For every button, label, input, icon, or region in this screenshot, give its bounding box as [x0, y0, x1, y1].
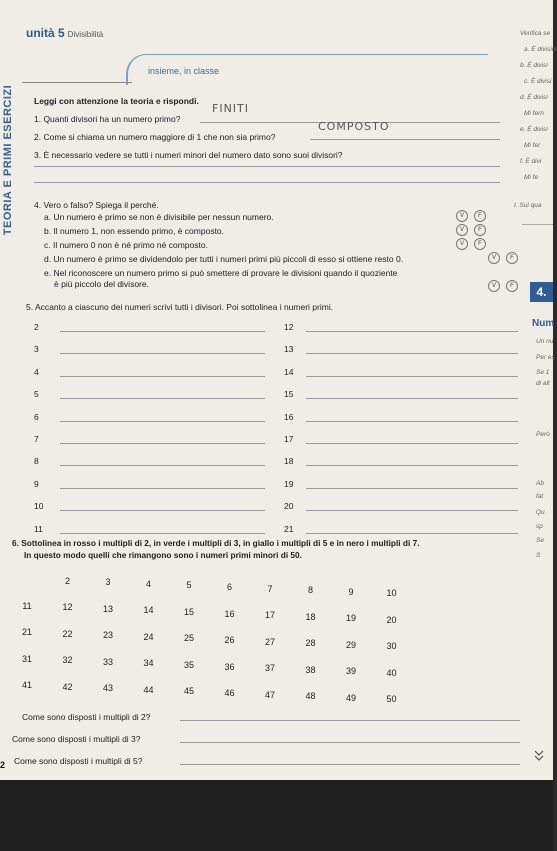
divisor-number: 12: [284, 322, 294, 332]
divisor-number: 13: [284, 344, 294, 355]
answer-line: [60, 331, 265, 332]
grid-number[interactable]: 23: [102, 630, 113, 641]
true-circle[interactable]: V: [456, 224, 468, 236]
grid-number[interactable]: 47: [264, 689, 275, 700]
question-3: 3. È necessario vedere se tutti i numeri minori del numero dato sono suoi divisori?: [34, 150, 343, 160]
divisor-number: 9: [34, 478, 39, 489]
ex6-question-1: Come sono disposti i multipli di 2?: [22, 712, 151, 722]
unit-title: unità 5 Divisibilità: [26, 26, 104, 40]
section-rule: [22, 82, 132, 83]
grid-number[interactable]: 10: [386, 588, 397, 599]
divisor-number: 16: [284, 411, 294, 422]
grid-number[interactable]: 37: [264, 663, 275, 674]
false-circle[interactable]: F: [474, 224, 486, 236]
margin-note: Mi fe: [524, 174, 539, 181]
margin-note: Per es: [536, 354, 555, 361]
answer-line: [60, 353, 265, 354]
section-title: insieme, in classe: [148, 66, 220, 76]
answer-line: [60, 533, 265, 534]
ex6-subtitle: In questo modo quelli che rimangono sono i numeri primi minori di 50.: [24, 550, 302, 560]
grid-number[interactable]: 28: [305, 638, 316, 649]
margin-note: Qu: [536, 509, 545, 516]
answer-line: [60, 488, 265, 489]
answer-line: [60, 398, 265, 399]
grid-number[interactable]: 31: [21, 653, 32, 664]
question-2: 2. Come si chiama un numero maggiore di 1 che non sia primo?: [34, 132, 276, 142]
answer-line: [34, 166, 500, 167]
grid-number[interactable]: 42: [62, 681, 73, 692]
false-circle[interactable]: F: [506, 280, 518, 292]
margin-note: Però: [536, 431, 550, 438]
margin-note: di alt: [536, 380, 550, 387]
true-circle[interactable]: V: [456, 210, 468, 222]
grid-number[interactable]: 44: [143, 684, 154, 695]
margin-note: S: [536, 552, 541, 559]
answer-line: [60, 421, 265, 422]
margin-note: Se 1: [536, 369, 550, 376]
grid-number[interactable]: 9: [348, 586, 354, 597]
false-circle[interactable]: F: [474, 238, 486, 250]
answer-line: [306, 353, 518, 354]
grid-number[interactable]: 43: [102, 683, 113, 694]
ex6-question-2: Come sono disposti i multipli di 3?: [12, 734, 141, 744]
answer-line: [306, 376, 518, 377]
answer-line: [306, 488, 518, 489]
grid-number[interactable]: 16: [224, 608, 235, 619]
answer-line: [60, 465, 265, 466]
margin-note: sp: [536, 523, 543, 530]
ex6-title: 6. Sottolinea in rosso i multipli di 2, in verde i multipli di 3, in giallo i multipli di 5 e in nero i multipli di 7.: [12, 538, 420, 548]
divisor-number: 4: [34, 366, 39, 377]
divisor-number: 10: [34, 501, 44, 512]
grid-number[interactable]: 38: [305, 664, 316, 675]
margin-note: I. Sui qua: [514, 202, 542, 209]
grid-number[interactable]: 46: [224, 688, 235, 698]
grid-number[interactable]: 12: [62, 602, 73, 613]
side-tab: TEORIA E PRIMI ESERCIZI: [2, 84, 14, 236]
grid-number[interactable]: 18: [305, 611, 316, 622]
ex4-title: 4. Vero o falso? Spiega il perché.: [34, 200, 159, 210]
divisor-number: 20: [284, 501, 294, 512]
margin-note: Mi fern: [524, 110, 544, 117]
grid-number[interactable]: 7: [267, 583, 273, 594]
answer-line: [180, 764, 520, 765]
margin-note: d. È divisi: [520, 94, 548, 101]
grid-number[interactable]: 29: [345, 639, 356, 650]
background-surface: [0, 780, 553, 851]
grid-number[interactable]: 22: [62, 628, 73, 639]
true-circle[interactable]: V: [488, 252, 500, 264]
grid-number[interactable]: 24: [143, 631, 154, 642]
answer-line: [180, 720, 520, 721]
grid-number[interactable]: 6: [226, 582, 232, 592]
ex6-question-3: Come sono disposti i multipli di 5?: [14, 756, 143, 766]
grid-number[interactable]: 15: [183, 606, 194, 617]
margin-note: b. È divisi: [520, 62, 548, 69]
question-1: 1. Quanti divisori ha un numero primo?: [34, 114, 181, 124]
answer-line: [34, 182, 500, 183]
ex4-item-e: e. Nel riconoscere un numero primo si può smettere di provare le divisioni quando il quoziente: [44, 268, 398, 278]
intro-instruction: Leggi con attenzione la teoria e rispondi.: [34, 96, 199, 106]
margin-rule: [522, 224, 553, 225]
answer-1: FINITI: [212, 102, 250, 115]
false-circle[interactable]: F: [474, 210, 486, 222]
grid-number[interactable]: 32: [62, 655, 73, 666]
grid-number[interactable]: 45: [183, 686, 194, 697]
margin-note: Num: [532, 318, 555, 329]
divisor-number: 5: [34, 389, 39, 400]
ex4-item-d: d. Un numero è primo se dividendolo per tutti i numeri primi più piccoli di esso si ottiene resto 0.: [44, 254, 404, 264]
grid-number[interactable]: 4: [145, 578, 151, 589]
grid-number[interactable]: 35: [183, 659, 194, 670]
margin-note: Un nu: [536, 338, 554, 345]
next-section-badge: 4.: [530, 282, 553, 302]
ex4-item-b: b. Il numero 1, non essendo primo, è composto.: [44, 226, 225, 236]
grid-number[interactable]: 17: [264, 610, 275, 621]
grid-number[interactable]: 8: [307, 585, 313, 596]
divisor-number: 2: [34, 322, 39, 332]
grid-number[interactable]: 36: [224, 661, 235, 672]
answer-line: [310, 139, 500, 140]
grid-number[interactable]: 33: [102, 656, 113, 667]
grid-number[interactable]: 2: [64, 575, 70, 586]
page-number: 2: [0, 760, 6, 770]
grid-number[interactable]: 39: [345, 666, 356, 677]
grid-number[interactable]: 34: [143, 658, 154, 669]
answer-line: [60, 443, 265, 444]
ex5-title: 5. Accanto a ciascuno dei numeri scrivi tutti i divisori. Poi sottolinea i numeri primi.: [26, 302, 334, 312]
true-circle[interactable]: V: [488, 280, 500, 292]
grid-number[interactable]: 26: [224, 635, 235, 645]
answer-line: [306, 510, 518, 511]
answer-line: [306, 331, 518, 332]
grid-number[interactable]: 11: [22, 600, 32, 611]
answer-2: COMPOSTO: [318, 120, 390, 133]
divisor-number: 21: [284, 523, 294, 534]
ex4-item-c: c. Il numero 0 non è né primo né composto.: [44, 240, 208, 250]
divisor-number: 6: [34, 411, 39, 422]
grid-number[interactable]: 20: [386, 614, 397, 625]
grid-number[interactable]: 41: [21, 680, 32, 690]
answer-line: [306, 398, 518, 399]
margin-note: a. È divisibi: [524, 46, 557, 53]
grid-number[interactable]: 48: [305, 691, 316, 702]
grid-number[interactable]: 21: [21, 627, 32, 637]
grid-number[interactable]: 30: [386, 641, 397, 652]
grid-number[interactable]: 14: [143, 605, 154, 616]
divisor-number: 19: [284, 478, 294, 489]
divisor-number: 8: [34, 456, 39, 467]
divisor-number: 17: [284, 434, 294, 444]
answer-line: [60, 510, 265, 511]
margin-note: e. È divisi: [520, 126, 548, 133]
margin-note: Ab: [536, 480, 544, 487]
grid-number[interactable]: 13: [102, 603, 113, 614]
grid-number[interactable]: 25: [183, 633, 194, 644]
answer-line: [180, 742, 520, 743]
grid-number[interactable]: 27: [264, 636, 275, 647]
grid-number[interactable]: 49: [345, 692, 356, 703]
answer-line: [306, 421, 518, 422]
grid-number[interactable]: 50: [386, 694, 397, 705]
margin-note: f. È divi: [520, 158, 542, 165]
divisor-number: 11: [34, 523, 43, 534]
ex4-item-e-cont: è più piccolo del divisore.: [54, 279, 149, 289]
divisor-number: 3: [34, 344, 39, 355]
false-circle[interactable]: F: [506, 252, 518, 264]
grid-number[interactable]: 40: [386, 667, 397, 678]
divisor-number: 7: [34, 434, 39, 444]
divisor-number: 15: [284, 389, 294, 400]
divisor-number: 18: [284, 456, 294, 467]
answer-line: [60, 376, 265, 377]
margin-note: Se: [536, 537, 544, 544]
unit-subject: Divisibilità: [67, 30, 104, 39]
ex4-item-a: a. Un numero è primo se non è divisibile per nessun numero.: [44, 212, 274, 222]
answer-line: [306, 533, 518, 534]
grid-number[interactable]: 19: [345, 613, 356, 624]
answer-line: [306, 465, 518, 466]
margin-note: c. È divisi: [524, 78, 552, 85]
chevron-down-icon: [532, 748, 546, 764]
grid-number[interactable]: 3: [105, 577, 111, 588]
grid-number[interactable]: 5: [186, 580, 192, 591]
true-circle[interactable]: V: [456, 238, 468, 250]
margin-note: Verifica se: [520, 30, 551, 37]
divisor-number: 14: [284, 366, 294, 377]
margin-note: Mi fer: [524, 142, 541, 149]
answer-line: [306, 443, 518, 444]
margin-note: fat: [536, 493, 544, 500]
